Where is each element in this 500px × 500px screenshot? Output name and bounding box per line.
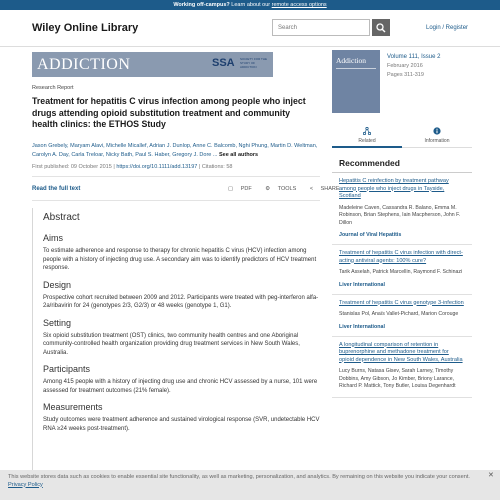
recommended-authors: Lucy Burns, Natasa Gisev, Sarah Larney, Timothy Dobbins, Amy Gibson, Jo Kimber, Briony Larance, Richard P. Mattick, Tony Butler, Louisa Degenhardt (339, 368, 456, 389)
abstract-section (32, 208, 320, 470)
section-text-measurements: Study outcomes were treatment adherence and sustained virological response (SVR, undetectable HCV RNA ≥24 weeks post-treatment). (43, 417, 320, 432)
journal-banner[interactable] (32, 52, 273, 77)
author-names[interactable]: Jason Grebely, Maryam Alavi, Michelle Micallef, Adrian J. Dunlop, Anne C. Balcomb, Nghi Phung, Martin D. Weltman, Carolyn A. Day, Carla Treloar, Nicky Bath, Paul S. Haber, Gregory J. Dore ... (32, 143, 318, 158)
list-item (332, 245, 472, 295)
recommended-article-link[interactable]: A longitudinal comparison of retention in buprenorphine and methadone treatment for opioid dependence in New South Wales, Australia (339, 341, 463, 363)
pdf-label: PDF (240, 186, 252, 192)
pdf-button[interactable] (228, 186, 258, 192)
publication-info: First published: 09 October 2015 | https://doi.org/10.1111/add.13197 | Citations: 58 (32, 164, 233, 170)
read-full-text-link[interactable]: Read the full text (32, 186, 81, 192)
section-text-setting: Six opioid substitution treatment (OST) clinics, two community health centres and one Aboriginal community-controlled health organization providing drug treatment services in New South Wales, Australia. (43, 332, 300, 356)
remote-access-bar (0, 0, 500, 10)
search-icon (376, 23, 386, 33)
remote-access-lead: Working off-campus? (173, 2, 230, 8)
tools-label: TOOLS (277, 186, 297, 192)
share-icon: < (309, 186, 315, 192)
sidebar-tabs (332, 124, 472, 148)
network-icon (363, 127, 371, 135)
recommended-authors: Tarik Asselah, Patrick Marcellin, Raymond F. Schinazi (339, 269, 463, 275)
site-header (0, 10, 500, 47)
remote-access-text: Learn about our (229, 2, 272, 8)
cookie-banner (0, 470, 500, 500)
article-title: Treatment for hepatitis C virus infection among people who inject drugs attending opioid substitution treatment and community health clinics: the ETHOS Study (32, 96, 306, 129)
tab-related-label: Related (358, 138, 376, 144)
ssa-logo-subtitle: SOCIETY FOR THE STUDY OF ADDICTION (240, 57, 268, 69)
recommended-article-link[interactable]: Hepatitis C reinfection by treatment pathway among people who inject drugs in Tayside, Scotland (339, 178, 449, 199)
article-type: Research Report (32, 85, 74, 91)
tools-button[interactable] (265, 186, 302, 192)
ssa-logo: SSA (212, 57, 235, 69)
section-heading-setting: Setting (43, 317, 72, 328)
search-input[interactable]: Search (272, 19, 370, 36)
section-heading-aims: Aims (43, 233, 63, 243)
recommended-article-link[interactable]: Treatment of hepatitis C virus genotype 3-infection (339, 299, 464, 306)
list-item (332, 295, 472, 337)
recommended-journal: Liver International (339, 323, 385, 330)
tools-icon: ⚙ (265, 186, 272, 192)
journal-cover-image[interactable] (332, 50, 380, 113)
tab-related[interactable] (332, 124, 402, 148)
page-range: Pages 311-319 (387, 72, 424, 78)
issue-date: February 2016 (387, 63, 423, 69)
recommended-article-link[interactable]: Treatment of hepatitis C virus infection with direct-acting antiviral agents: 100% cure? (339, 250, 463, 264)
banner-journal-name: ADDICTION (37, 56, 131, 73)
abstract-heading: Abstract (43, 212, 80, 223)
volume-issue-link[interactable]: Volume 111, Issue 2 (387, 54, 441, 60)
recommended-authors: Stanislas Pol, Anaïs Vallet-Pichard, Marion Corouge (339, 311, 459, 317)
citations-count[interactable]: Citations: 58 (201, 164, 233, 170)
doi-link[interactable]: https://doi.org/10.1111/add.13197 (116, 164, 198, 170)
cookie-message: This website stores data such as cookies to enable essential site functionality, as well as marketing, personalization, and analytics. By remaining on this website you indicate your consent. (8, 474, 470, 480)
pdf-icon: ▢ (228, 186, 235, 192)
section-heading-participants: Participants (43, 364, 91, 374)
tab-information-label: Information (424, 138, 450, 144)
tab-information[interactable] (402, 124, 472, 144)
list-item (332, 173, 472, 245)
divider (32, 176, 320, 177)
login-register-link[interactable]: Login / Register (426, 25, 469, 31)
site-logo[interactable]: Wiley Online Library (32, 22, 139, 34)
privacy-policy-link[interactable]: Privacy Policy (8, 481, 43, 488)
share-label: SHARE (320, 186, 340, 192)
first-published-label: First published: (32, 164, 71, 170)
info-icon (433, 127, 441, 135)
section-text-participants: Among 415 people with a history of injecting drug use and chronic HCV assessed by a nurse, 101 were assessed for treatment outcomes (21% female). (43, 379, 318, 394)
recommended-list (332, 172, 472, 398)
cover-rule (336, 68, 376, 69)
first-published-date: 09 October 2015 (70, 164, 112, 170)
section-heading-design: Design (43, 279, 72, 290)
recommended-heading: Recommended (339, 158, 400, 168)
close-icon[interactable]: ✕ (488, 472, 494, 479)
list-item (332, 337, 472, 398)
cover-title: Addiction (336, 56, 366, 65)
search-button[interactable] (372, 19, 390, 36)
section-text-design: Prospective cohort recruited between 2009 and 2012. Participants were treated with peg-interferon alfa-2a/ribavirin for 24 (genotypes 2/3, G2/3) or 48 weeks (genotype 1, G1). (43, 294, 319, 309)
section-heading-measurements: Measurements (43, 402, 103, 412)
recommended-authors: Madeleine Caven, Cassandra R. Balano, Emma M. Robinson, Brian Stephens, Iain Macpherson, John F. Dillon (339, 204, 461, 226)
divider (32, 200, 320, 201)
remote-access-link[interactable]: remote access options (271, 2, 327, 8)
section-text-aims: To estimate adherence and response to therapy for chronic hepatitis C virus (HCV) infection among people with a history of injecting drug use. A secondary aim was to identify predictors of HCV treatment response. (43, 248, 317, 271)
recommended-journal: Journal of Viral Hepatitis (339, 232, 402, 238)
cookie-text (8, 474, 478, 489)
author-list (32, 142, 320, 159)
recommended-journal: Liver International (339, 281, 385, 288)
see-all-authors-link[interactable]: See all authors (218, 151, 259, 158)
